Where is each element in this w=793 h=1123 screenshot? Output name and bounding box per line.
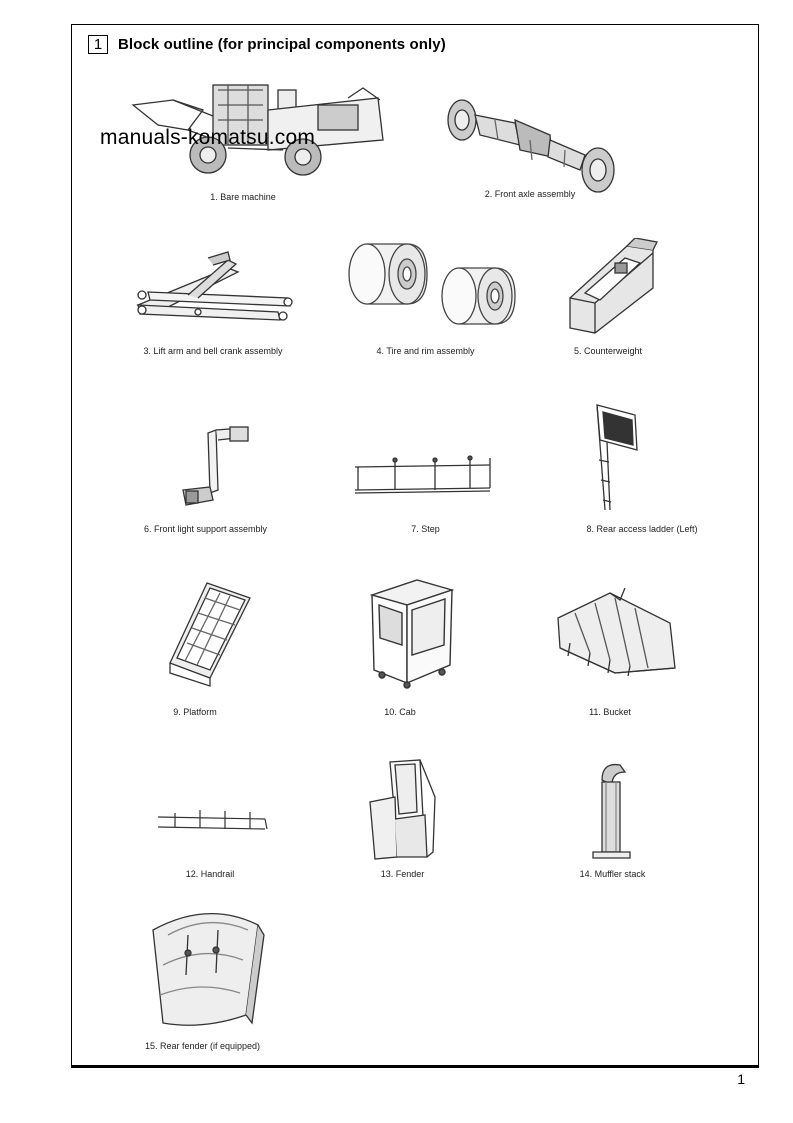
caption-6: 6. Front light support assembly	[143, 524, 268, 534]
watermark: manuals-komatsu.com	[100, 126, 316, 149]
counterweight-icon	[565, 238, 660, 336]
tire-icon	[345, 238, 520, 333]
caption-3: 3. Lift arm and bell crank assembly	[143, 346, 283, 356]
rear-fender-icon	[148, 905, 266, 1033]
caption-13: 13. Fender	[380, 869, 425, 879]
caption-1: 1. Bare machine	[210, 192, 276, 202]
section-heading	[88, 35, 446, 54]
caption-7: 7. Step	[411, 524, 440, 534]
bottom-rule	[71, 1066, 759, 1068]
caption-14: 14. Muffler stack	[579, 869, 646, 879]
axle-icon	[440, 95, 622, 195]
cab-icon	[362, 575, 457, 690]
platform-icon	[165, 578, 255, 688]
muffler-stack-icon	[590, 760, 635, 862]
caption-11: 11. Bucket	[589, 707, 631, 717]
handrail-icon	[155, 805, 270, 835]
lift-arm-icon	[128, 250, 306, 325]
section-number: 1	[88, 35, 108, 54]
ladder-icon	[585, 400, 645, 515]
caption-4: 4. Tire and rim assembly	[376, 346, 475, 356]
fender-icon	[365, 757, 445, 862]
section-title: Block outline (for principal components only)	[118, 36, 446, 53]
caption-2: 2. Front axle assembly	[484, 189, 576, 199]
caption-10: 10. Cab	[384, 707, 416, 717]
page-number: 1	[737, 1071, 745, 1087]
caption-9: 9. Platform	[173, 707, 217, 717]
caption-5: 5. Counterweight	[573, 346, 643, 356]
bucket-icon	[550, 588, 685, 678]
caption-8: 8. Rear access ladder (Left)	[586, 524, 698, 534]
caption-15: 15. Rear fender (if equipped)	[144, 1041, 261, 1051]
step-icon	[350, 455, 500, 500]
light-support-icon	[178, 425, 258, 515]
caption-12: 12. Handrail	[185, 869, 235, 879]
